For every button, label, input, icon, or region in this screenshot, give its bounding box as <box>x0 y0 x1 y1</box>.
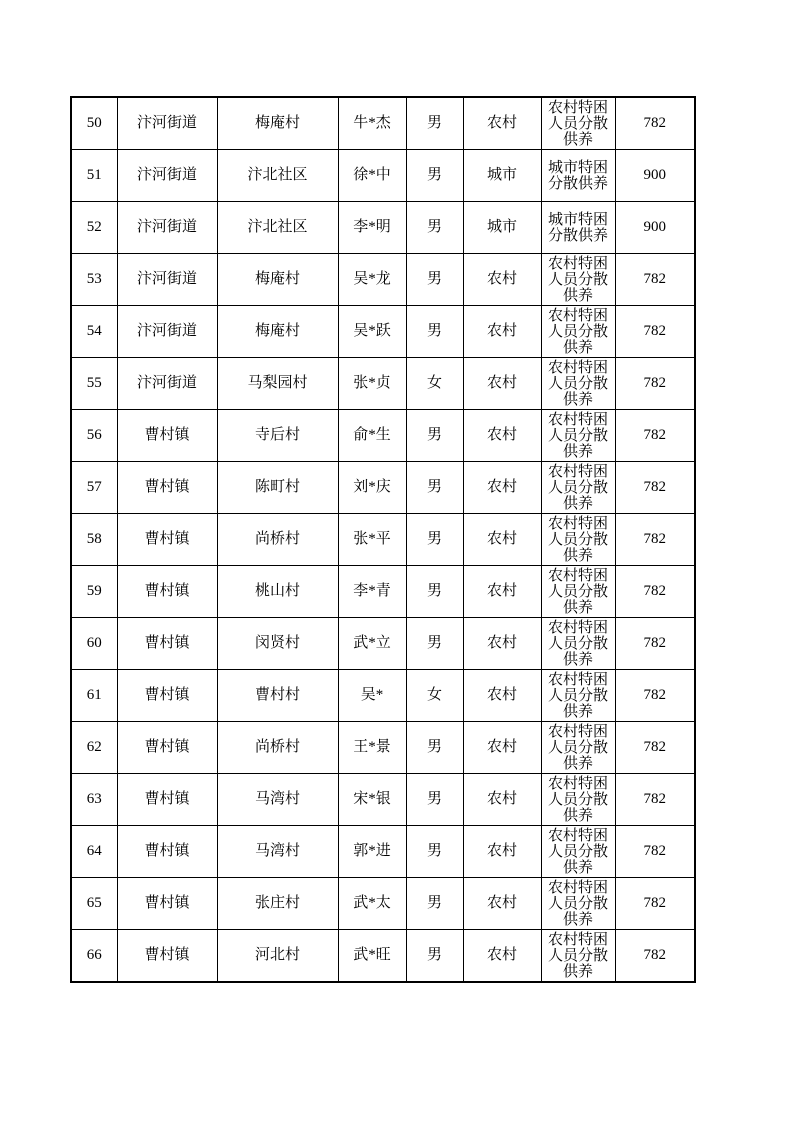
cell-gender: 男 <box>406 202 463 254</box>
cell-village: 马湾村 <box>217 826 338 878</box>
cell-town: 曹村镇 <box>117 410 217 462</box>
cell-amount: 900 <box>615 202 695 254</box>
support-category-text: 农村特困人员分散供养 <box>547 827 608 876</box>
cell-village: 桃山村 <box>217 566 338 618</box>
cell-residence-type: 农村 <box>463 670 541 722</box>
cell-support-category <box>541 410 615 462</box>
cell-residence-type: 农村 <box>463 618 541 670</box>
cell-village: 寺后村 <box>217 410 338 462</box>
cell-sequence-number: 52 <box>71 202 117 254</box>
cell-amount: 782 <box>615 97 695 150</box>
cell-amount: 782 <box>615 826 695 878</box>
cell-gender: 女 <box>406 670 463 722</box>
cell-residence-type: 农村 <box>463 462 541 514</box>
cell-sequence-number: 66 <box>71 930 117 983</box>
cell-support-category <box>541 670 615 722</box>
cell-amount: 782 <box>615 358 695 410</box>
cell-amount: 782 <box>615 410 695 462</box>
cell-person-name: 张*平 <box>338 514 406 566</box>
cell-village: 河北村 <box>217 930 338 983</box>
cell-gender: 男 <box>406 774 463 826</box>
table-row <box>71 150 695 202</box>
cell-person-name: 吴*跃 <box>338 306 406 358</box>
cell-gender: 男 <box>406 618 463 670</box>
cell-village: 汴北社区 <box>217 150 338 202</box>
cell-residence-type: 农村 <box>463 566 541 618</box>
cell-amount: 782 <box>615 566 695 618</box>
cell-residence-type: 农村 <box>463 722 541 774</box>
cell-village: 梅庵村 <box>217 306 338 358</box>
cell-sequence-number: 55 <box>71 358 117 410</box>
cell-town: 曹村镇 <box>117 462 217 514</box>
support-category-text: 农村特困人员分散供养 <box>547 619 608 668</box>
cell-person-name: 张*贞 <box>338 358 406 410</box>
cell-town: 曹村镇 <box>117 826 217 878</box>
cell-support-category <box>541 722 615 774</box>
cell-village: 尚桥村 <box>217 514 338 566</box>
table-row <box>71 878 695 930</box>
cell-sequence-number: 61 <box>71 670 117 722</box>
cell-town: 曹村镇 <box>117 930 217 983</box>
cell-person-name: 徐*中 <box>338 150 406 202</box>
cell-town: 汴河街道 <box>117 254 217 306</box>
cell-gender: 男 <box>406 254 463 306</box>
cell-gender: 男 <box>406 410 463 462</box>
cell-gender: 男 <box>406 566 463 618</box>
cell-town: 曹村镇 <box>117 566 217 618</box>
table-row <box>71 618 695 670</box>
cell-residence-type: 农村 <box>463 410 541 462</box>
cell-sequence-number: 50 <box>71 97 117 150</box>
support-category-text: 农村特困人员分散供养 <box>547 879 608 928</box>
table-row <box>71 722 695 774</box>
cell-person-name: 李*明 <box>338 202 406 254</box>
cell-support-category <box>541 254 615 306</box>
table-row <box>71 462 695 514</box>
table-row <box>71 514 695 566</box>
cell-person-name: 李*青 <box>338 566 406 618</box>
cell-support-category <box>541 358 615 410</box>
cell-sequence-number: 64 <box>71 826 117 878</box>
cell-person-name: 武*旺 <box>338 930 406 983</box>
cell-village: 尚桥村 <box>217 722 338 774</box>
cell-town: 曹村镇 <box>117 878 217 930</box>
cell-village: 梅庵村 <box>217 254 338 306</box>
table-body <box>71 97 695 982</box>
table-row <box>71 254 695 306</box>
cell-support-category <box>541 930 615 983</box>
cell-support-category <box>541 202 615 254</box>
cell-support-category <box>541 462 615 514</box>
cell-person-name: 俞*生 <box>338 410 406 462</box>
cell-support-category <box>541 150 615 202</box>
cell-person-name: 王*景 <box>338 722 406 774</box>
support-category-text: 农村特困人员分散供养 <box>547 931 608 980</box>
cell-sequence-number: 65 <box>71 878 117 930</box>
support-category-text: 农村特困人员分散供养 <box>547 463 608 512</box>
cell-residence-type: 农村 <box>463 930 541 983</box>
support-category-text: 城市特困分散供养 <box>547 159 608 192</box>
support-category-text: 农村特困人员分散供养 <box>547 671 608 720</box>
cell-person-name: 牛*杰 <box>338 97 406 150</box>
cell-gender: 男 <box>406 930 463 983</box>
cell-support-category <box>541 618 615 670</box>
support-category-text: 农村特困人员分散供养 <box>547 411 608 460</box>
support-category-text: 农村特困人员分散供养 <box>547 775 608 824</box>
table-row <box>71 774 695 826</box>
table-row <box>71 826 695 878</box>
cell-residence-type: 城市 <box>463 150 541 202</box>
cell-residence-type: 农村 <box>463 97 541 150</box>
table-row <box>71 670 695 722</box>
cell-town: 曹村镇 <box>117 514 217 566</box>
cell-town: 曹村镇 <box>117 618 217 670</box>
cell-town: 曹村镇 <box>117 774 217 826</box>
cell-amount: 782 <box>615 254 695 306</box>
support-category-text: 农村特困人员分散供养 <box>547 567 608 616</box>
cell-amount: 900 <box>615 150 695 202</box>
cell-town: 汴河街道 <box>117 97 217 150</box>
cell-gender: 男 <box>406 878 463 930</box>
cell-residence-type: 农村 <box>463 774 541 826</box>
cell-residence-type: 农村 <box>463 358 541 410</box>
cell-amount: 782 <box>615 514 695 566</box>
cell-town: 汴河街道 <box>117 306 217 358</box>
cell-sequence-number: 53 <box>71 254 117 306</box>
support-category-text: 农村特困人员分散供养 <box>547 515 608 564</box>
cell-amount: 782 <box>615 774 695 826</box>
support-category-text: 农村特困人员分散供养 <box>547 359 608 408</box>
cell-village: 曹村村 <box>217 670 338 722</box>
cell-residence-type: 农村 <box>463 514 541 566</box>
cell-amount: 782 <box>615 930 695 983</box>
cell-amount: 782 <box>615 878 695 930</box>
cell-village: 张庄村 <box>217 878 338 930</box>
cell-gender: 男 <box>406 514 463 566</box>
cell-residence-type: 农村 <box>463 826 541 878</box>
cell-amount: 782 <box>615 618 695 670</box>
cell-support-category <box>541 306 615 358</box>
cell-town: 曹村镇 <box>117 722 217 774</box>
cell-support-category <box>541 566 615 618</box>
cell-residence-type: 城市 <box>463 202 541 254</box>
support-category-text: 农村特困人员分散供养 <box>547 99 608 148</box>
table-row <box>71 930 695 983</box>
cell-gender: 男 <box>406 306 463 358</box>
table-row <box>71 410 695 462</box>
cell-gender: 男 <box>406 97 463 150</box>
cell-sequence-number: 59 <box>71 566 117 618</box>
cell-gender: 男 <box>406 826 463 878</box>
cell-gender: 男 <box>406 462 463 514</box>
cell-sequence-number: 51 <box>71 150 117 202</box>
cell-village: 马湾村 <box>217 774 338 826</box>
cell-person-name: 吴* <box>338 670 406 722</box>
cell-village: 陈町村 <box>217 462 338 514</box>
cell-sequence-number: 56 <box>71 410 117 462</box>
table-row <box>71 566 695 618</box>
cell-gender: 女 <box>406 358 463 410</box>
cell-town: 汴河街道 <box>117 150 217 202</box>
cell-residence-type: 农村 <box>463 254 541 306</box>
table-row <box>71 358 695 410</box>
cell-person-name: 郭*进 <box>338 826 406 878</box>
table-row <box>71 202 695 254</box>
cell-gender: 男 <box>406 150 463 202</box>
cell-village: 闵贤村 <box>217 618 338 670</box>
cell-person-name: 武*太 <box>338 878 406 930</box>
cell-sequence-number: 63 <box>71 774 117 826</box>
cell-sequence-number: 57 <box>71 462 117 514</box>
welfare-roster-table <box>70 96 696 983</box>
support-category-text: 农村特困人员分散供养 <box>547 307 608 356</box>
support-category-text: 城市特困分散供养 <box>547 211 608 244</box>
cell-support-category <box>541 774 615 826</box>
cell-person-name: 吴*龙 <box>338 254 406 306</box>
cell-town: 汴河街道 <box>117 358 217 410</box>
cell-sequence-number: 62 <box>71 722 117 774</box>
cell-person-name: 刘*庆 <box>338 462 406 514</box>
cell-amount: 782 <box>615 670 695 722</box>
cell-village: 梅庵村 <box>217 97 338 150</box>
cell-residence-type: 农村 <box>463 306 541 358</box>
cell-village: 汴北社区 <box>217 202 338 254</box>
cell-gender: 男 <box>406 722 463 774</box>
cell-support-category <box>541 826 615 878</box>
cell-sequence-number: 54 <box>71 306 117 358</box>
cell-sequence-number: 60 <box>71 618 117 670</box>
cell-town: 曹村镇 <box>117 670 217 722</box>
table-row <box>71 97 695 150</box>
cell-residence-type: 农村 <box>463 878 541 930</box>
cell-amount: 782 <box>615 722 695 774</box>
cell-sequence-number: 58 <box>71 514 117 566</box>
cell-person-name: 武*立 <box>338 618 406 670</box>
table-row <box>71 306 695 358</box>
cell-support-category <box>541 514 615 566</box>
cell-person-name: 宋*银 <box>338 774 406 826</box>
cell-support-category <box>541 97 615 150</box>
cell-amount: 782 <box>615 462 695 514</box>
cell-amount: 782 <box>615 306 695 358</box>
support-category-text: 农村特困人员分散供养 <box>547 723 608 772</box>
cell-town: 汴河街道 <box>117 202 217 254</box>
cell-village: 马梨园村 <box>217 358 338 410</box>
support-category-text: 农村特困人员分散供养 <box>547 255 608 304</box>
cell-support-category <box>541 878 615 930</box>
